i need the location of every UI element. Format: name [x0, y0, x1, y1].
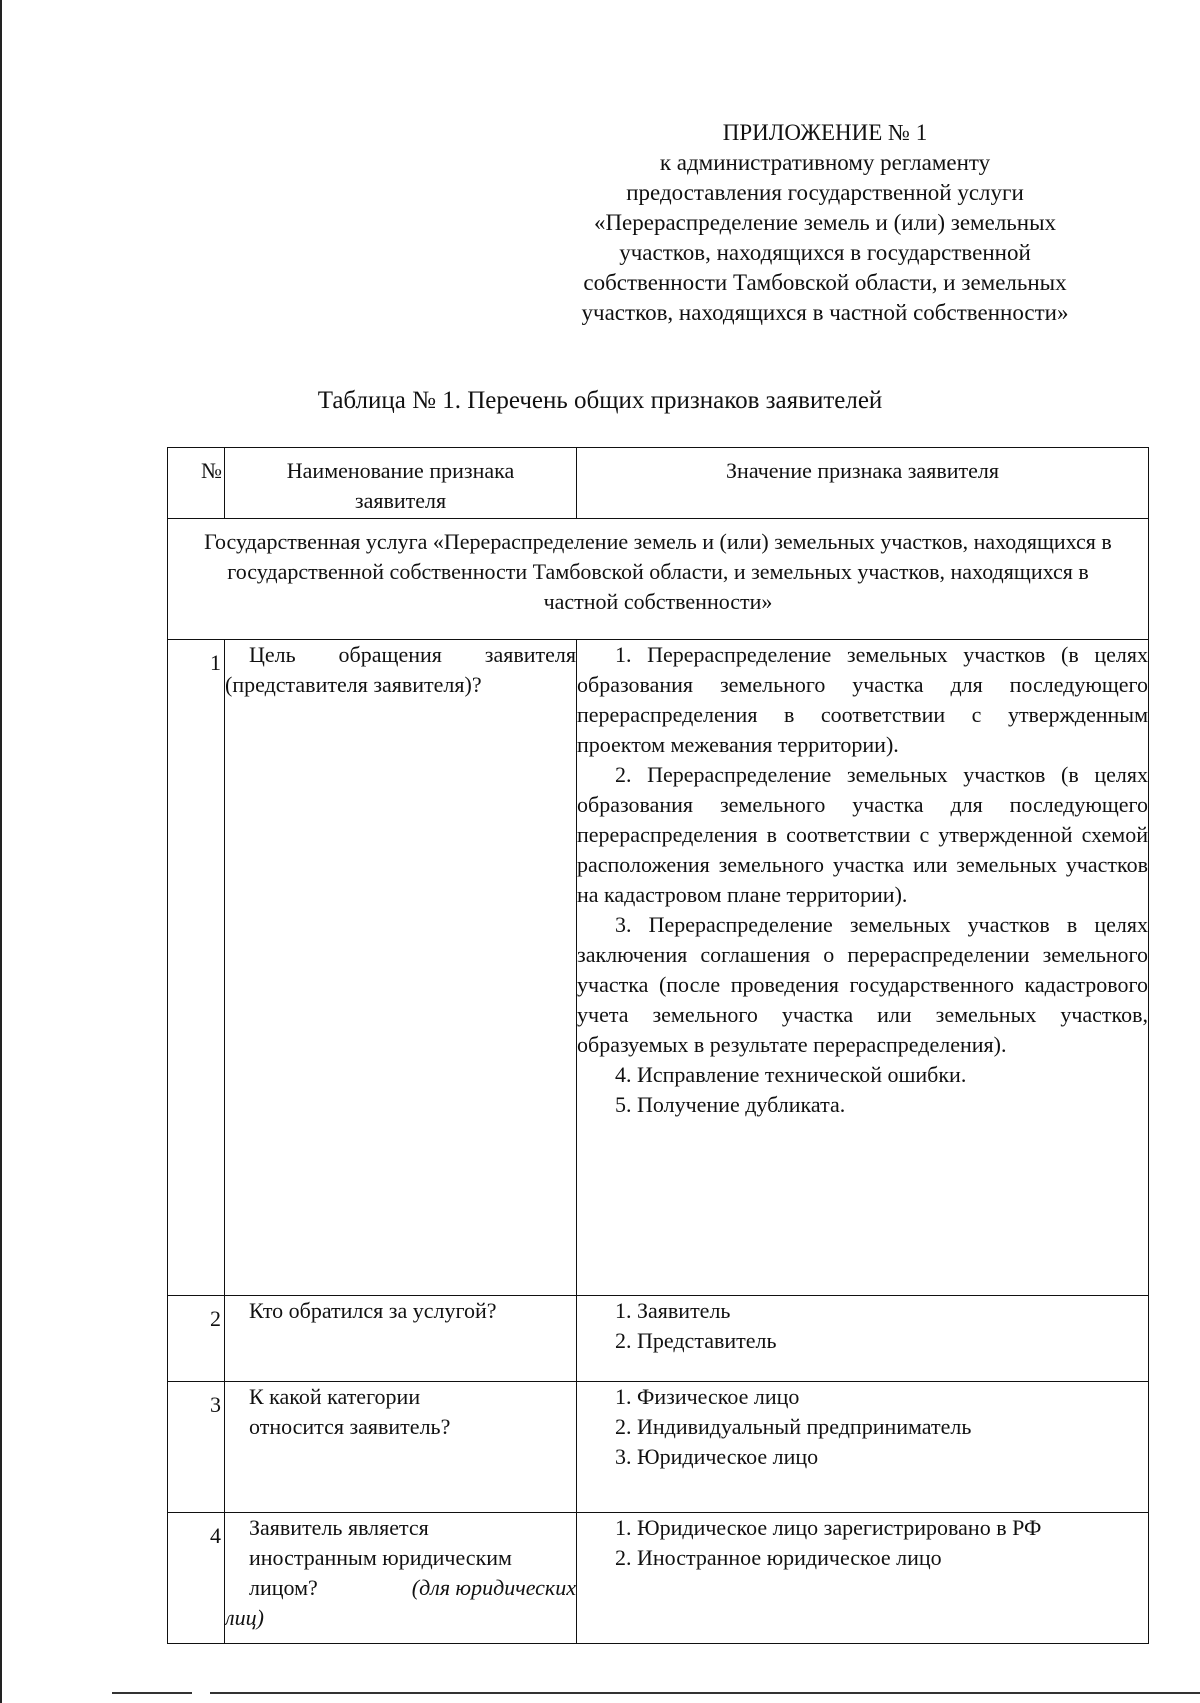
row-num: 4: [210, 1523, 221, 1548]
page-edge-line: [0, 0, 2, 1703]
row-name-part: (для юридических: [411, 1575, 576, 1600]
row-value-cell: [577, 1296, 1149, 1382]
row-name-line: лиц): [225, 1605, 264, 1630]
row-num-cell: [168, 1513, 225, 1644]
value-item: 1. Физическое лицо: [615, 1384, 800, 1409]
service-caption: Государственная услуга «Перераспределение земель и (или) земельных участков, находящихся в государственной собственности Тамбовской области, и земельных участков, находящихся в частной собственности»: [204, 529, 1112, 614]
header-value-cell: [577, 448, 1149, 519]
table-row: [168, 640, 1149, 1296]
row-name-cell: [225, 1513, 577, 1644]
header-name-line: Наименование признака: [286, 458, 515, 483]
row-value-cell: [577, 640, 1149, 1296]
value-item: 3. Юридическое лицо: [615, 1444, 819, 1469]
row-num: 1: [210, 650, 221, 675]
scan-edge-line: [112, 1692, 192, 1694]
row-name-cell: [225, 1296, 577, 1382]
value-item: 1. Перераспределение земельных участков (в целях образования земельного участка для последующего перераспределения в соответствии с утвержденным проектом межевания территории).: [577, 642, 1148, 757]
value-item: 2. Иностранное юридическое лицо: [615, 1545, 942, 1570]
row-num: 2: [210, 1306, 221, 1331]
value-item: 2. Индивидуальный предприниматель: [615, 1414, 972, 1439]
header-name-cell: [225, 448, 577, 519]
table-row: [168, 1296, 1149, 1382]
value-item: 2. Представитель: [615, 1328, 777, 1353]
appendix-line: предоставления государственной услуги: [626, 180, 1024, 205]
row-name-line: К какой категории: [249, 1384, 421, 1409]
appendix-header: [535, 118, 1115, 328]
table-title: Таблица № 1. Перечень общих признаков заявителей: [317, 387, 883, 414]
row-value-cell: [577, 1382, 1149, 1513]
table-header-row: [168, 448, 1149, 519]
value-item: 5. Получение дубликата.: [615, 1092, 846, 1117]
row-num: 3: [210, 1392, 221, 1417]
row-name-cell: [225, 1382, 577, 1513]
appendix-line: к административному регламенту: [659, 150, 991, 175]
row-name: Цель обращения заявителя (представителя заявителя)?: [225, 642, 576, 697]
table-row: [168, 1513, 1149, 1644]
header-num: №: [201, 458, 222, 483]
appendix-title: ПРИЛОЖЕНИЕ № 1: [722, 120, 928, 145]
row-name-line: иностранным юридическим: [249, 1545, 512, 1570]
applicant-features-table: [167, 447, 1149, 1644]
header-name-line: заявителя: [354, 488, 447, 513]
row-num-cell: [168, 1382, 225, 1513]
row-name-line: [225, 1573, 576, 1603]
row-value-cell: [577, 1513, 1149, 1644]
row-num-cell: [168, 1296, 225, 1382]
value-item: 3. Перераспределение земельных участков в целях заключения соглашения о перераспределении земельного участка (после проведения государственного кадастрового учета земельного участка или земельных участков, образуемых в результате перераспределения).: [577, 912, 1148, 1057]
header-value: Значение признака заявителя: [726, 458, 999, 483]
service-caption-cell: [168, 519, 1149, 640]
row-name-line: Заявитель является: [249, 1515, 429, 1540]
table-row: [168, 1382, 1149, 1513]
service-caption-row: [168, 519, 1149, 640]
appendix-line: участков, находящихся в частной собственности»: [581, 300, 1069, 325]
appendix-line: участков, находящихся в государственной: [619, 240, 1031, 265]
row-name-cell: [225, 640, 577, 1296]
row-name-part: лицом?: [249, 1575, 318, 1600]
value-item: 4. Исправление технической ошибки.: [615, 1062, 967, 1087]
row-name: Кто обратился за услугой?: [249, 1298, 497, 1323]
value-item: 1. Заявитель: [615, 1298, 731, 1323]
scan-edge-line: [210, 1692, 1200, 1694]
row-name-line: относится заявитель?: [249, 1414, 451, 1439]
value-item: 1. Юридическое лицо зарегистрировано в РФ: [615, 1515, 1042, 1540]
appendix-line: «Перераспределение земель и (или) земельных: [593, 210, 1057, 235]
row-num-cell: [168, 640, 225, 1296]
appendix-line: собственности Тамбовской области, и земельных: [583, 270, 1067, 295]
value-item: 2. Перераспределение земельных участков (в целях образования земельного участка для последующего перераспределения в соответствии с утвержденной схемой расположения земельного участка или земельных участков на кадастровом плане территории).: [577, 762, 1148, 907]
header-num-cell: [168, 448, 225, 519]
